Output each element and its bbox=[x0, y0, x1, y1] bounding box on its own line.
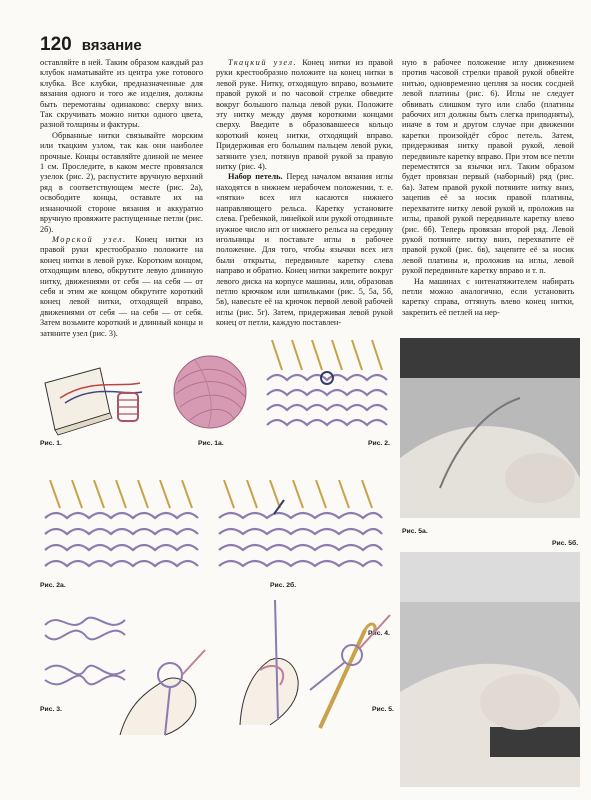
figure-4-caption: Рис. 4. bbox=[368, 630, 390, 637]
figure-5b-photo bbox=[400, 552, 580, 787]
text-column-2 bbox=[216, 58, 393, 329]
figure-1-illustration bbox=[40, 358, 150, 438]
paragraph bbox=[216, 172, 393, 328]
figure-2a-caption: Рис. 2а. bbox=[40, 582, 66, 589]
paragraph: На машинах с нитенатяжителем набирать петли можно аналогично, если установить каретку справа, оттянуть влево конец нитки, закрепить её петлей на нер- bbox=[402, 276, 574, 317]
figure-2b-caption: Рис. 2б. bbox=[270, 582, 297, 589]
paragraph-lead: Ткацкий узел. bbox=[228, 58, 298, 67]
text-column-3 bbox=[402, 58, 574, 318]
figure-5-caption: Рис. 5. bbox=[372, 706, 394, 713]
figure-2b-knit-swatch bbox=[214, 480, 384, 575]
paragraph: ную в рабочее положение иглу движением против часовой стрелки правой рукой обвейте нитью, одновременно цепляя за носик сосдней левой платины (рис. 6). Иглы не следует обвивать слишком туго или слабо (платины рабочих игл должны быть слегка приподняты), иначе в том и другом случае при движении каретки произойдёт сброс петель. Затем, придерживая нитку правой рукой, левой передвиньте каретку вправо. При этом все петли переместятся за язычки игл. Таким образом будет провязан первый (наборный) ряд (рис. 6а). Затем правой рукой потяните нитку вниз, зацепив её за носик правой платины, перехватите нитку левой рукой и, проложив на иглы, правой рукой передвиньте каретку влево (рис. 6б). Теперь провязан второй ряд. Левой рукой потяните нитку вниз, перехватите её правой рукой (рис. 6в), зацепите её за носик левой платины и, проложив на иглы, левой рукой передвиньте каретку вправо и т. п. bbox=[402, 58, 574, 276]
figure-2-knit-swatch bbox=[262, 340, 392, 438]
figure-5b-caption: Рис. 5б. bbox=[552, 540, 579, 547]
paragraph-body: Перед началом вязания иглы находятся в нижнем нерабочем положении, т. е. «пятки» всех игл касаются нижнего направляющего рельса. Каретку установите слева. Гребенкой, линейкой или рукой отодвиньте нужное число игл от нижнего рельса на середину игольницы и поставьте иглы в рабочее положение. Для того, чтобы язычки всех игл были открыты, передвиньте каретку слева направо и обратно. Конец нитки закрепите вокруг левого диска на корпусе машины, или, образовав петлю крючком или шпильками (рис. 5, 5а, 5б, 5в), навесьте её на крючок первой левой рабочей иглы (рис. 5г). Затем, придерживая левой рукой конец от петли, каждую поставлен- bbox=[216, 172, 393, 328]
page-header bbox=[40, 34, 142, 56]
text-column-1 bbox=[40, 58, 203, 339]
figure-4-hand-thread bbox=[220, 600, 310, 730]
paragraph: Обрванные нитки связывайте морским или ткацким узлом, так как они наиболее прочные. Концы оставляйте длиной не менее 1 см. Проследите, в каком месте провязался узелок (рис. 2), распустите вручную верхний ряд в соответствующем месте (рис. 2а), освободите концы, оставьте их на изнаночной стороне вязания и аккуратно вручную провяжите распущенные петли (рис. 2б). bbox=[40, 130, 203, 234]
paragraph-body: Конец нитки из правой руки крестообразно положите на конец нитки в левой руке. Нитку, отходящую вправо, возьмите правой рукой и по часовой стрелке обведите вокруг большого пальца левой руки. Положите эту нитку между двумя короткими концами сверху. Введите в образовавшееся кольцо короткий конец нитки, отходящий вправо. Придерживая его большим пальцем левой руки, затяните узел, потянув правой рукой за правую нитку (рис. 4). bbox=[216, 58, 393, 172]
paragraph: оставляйте в ней. Таким образом каждый раз клубок наматывайте из центра уже готового клубка. Все клубки, предназначенные для вязания одного и того же изделия, должны быть перемотаны одинаково: сверху вниз. Так скручивать можно нитки одного цвета, разной толщины и фактуры. bbox=[40, 58, 203, 130]
figure-2a-knit-swatch bbox=[40, 480, 200, 575]
paragraph bbox=[40, 235, 203, 339]
paragraph-lead: Морской узел. bbox=[52, 234, 127, 244]
figure-1-caption: Рис. 1. bbox=[40, 440, 62, 447]
section-title: вязание bbox=[81, 37, 142, 54]
paragraph-body: Конец нитки из правой руки крестообразно положите на конец нитки в левой руке. Коротким концом, отходящим влево, обкрутите левую длинную нитку, движениями от себя — на себя — от себя и этим же концом обкрутите короткий конец левой нитки, отходящей вправо, движениями от себя — на себя — от себя. Затем возьмите короткий и длинный концы и затяните узел (рис. 3). bbox=[40, 234, 203, 338]
paragraph-lead: Набор петель. bbox=[228, 172, 283, 182]
page-number: 120 bbox=[40, 34, 72, 55]
figure-2-caption: Рис. 2. bbox=[368, 440, 390, 447]
figure-1a-yarn-ball bbox=[170, 352, 250, 432]
figure-3-caption: Рис. 3. bbox=[40, 706, 62, 713]
paragraph bbox=[216, 58, 393, 172]
figure-1a-caption: Рис. 1а. bbox=[198, 440, 224, 447]
figure-5a-photo bbox=[400, 338, 580, 518]
hand-loop-illustration bbox=[110, 640, 210, 740]
figure-5a-caption: Рис. 5а. bbox=[402, 528, 428, 535]
